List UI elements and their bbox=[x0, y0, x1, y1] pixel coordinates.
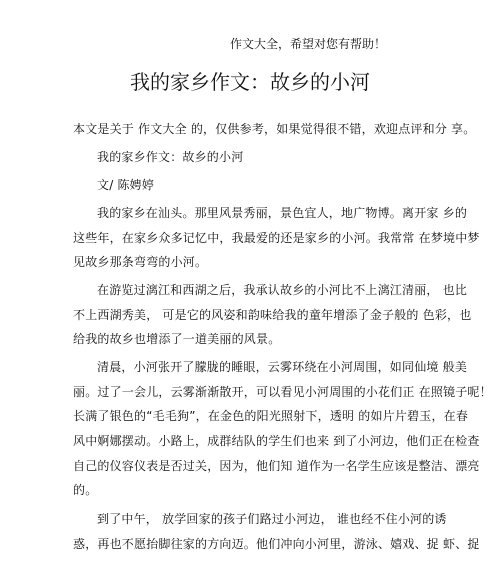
paragraph-line: 到了中午， 放学回家的孩子们路过小河边， 谁也经不住小河的诱 bbox=[97, 512, 447, 526]
paragraph-line: 的。 bbox=[73, 483, 98, 497]
paragraph-line: 我的家乡在汕头。那里风景秀丽，景色宜人，地广物博。离开家 乡的 bbox=[97, 206, 468, 220]
paragraph-line: 不上西湖秀美， 可是它的风姿和韵味给我的童年增添了金子般的 色彩，也 bbox=[73, 308, 472, 322]
subtitle-line: 我的家乡作文：故乡的小河 bbox=[97, 150, 244, 164]
paragraph-line: 在游览过漓江和西湖之后，我承认故乡的小河比不上漓江清丽， 也比 bbox=[97, 283, 468, 297]
header-note: 作文大全，希望对您有帮助！ bbox=[230, 37, 387, 51]
paragraph-line: 给我的故乡也增添了一道美丽的风景。 bbox=[73, 332, 281, 346]
paragraph-line: 自己的仪容仪表是否过关，因为，他们知 道作为一名学生应该是整洁、漂亮 bbox=[73, 459, 480, 473]
paragraph-line: 长满了银色的“毛毛狗”，在金色的阳光照射下，透明 的如片片碧玉，在春 bbox=[73, 409, 469, 423]
author-line: 文/ 陈娉婷 bbox=[97, 178, 155, 192]
paragraph-line: 丽。过了一会儿，云雾渐渐散开，可以看见小河周围的小花们正 在照镜子呢！ bbox=[73, 385, 492, 399]
paragraph-line: 这些年，在家乡众多记忆中，我最爱的还是家乡的小河。我常常 在梦境中梦 bbox=[73, 231, 480, 245]
intro-line: 本文是关于 作文大全 的，仅供参考，如果觉得很不错，欢迎点评和分 享。 bbox=[73, 122, 476, 136]
paragraph-line: 惑，再也不愿抬脚往家的方向迈。他们冲向小河里，游泳、嬉戏、捉 虾、捉 bbox=[73, 537, 480, 551]
document-title: 我的家乡作文：故乡的小河 bbox=[130, 70, 370, 94]
paragraph-line: 见故乡那条弯弯的小河。 bbox=[73, 255, 208, 269]
paragraph-line: 清晨，小河张开了朦胧的睡眼，云雾环绕在小河周围，如同仙境 般美 bbox=[97, 360, 468, 374]
paragraph-line: 风中婀娜摆动。小路上，成群结队的学生们也来 到了小河边，他们正在检查 bbox=[73, 434, 480, 448]
